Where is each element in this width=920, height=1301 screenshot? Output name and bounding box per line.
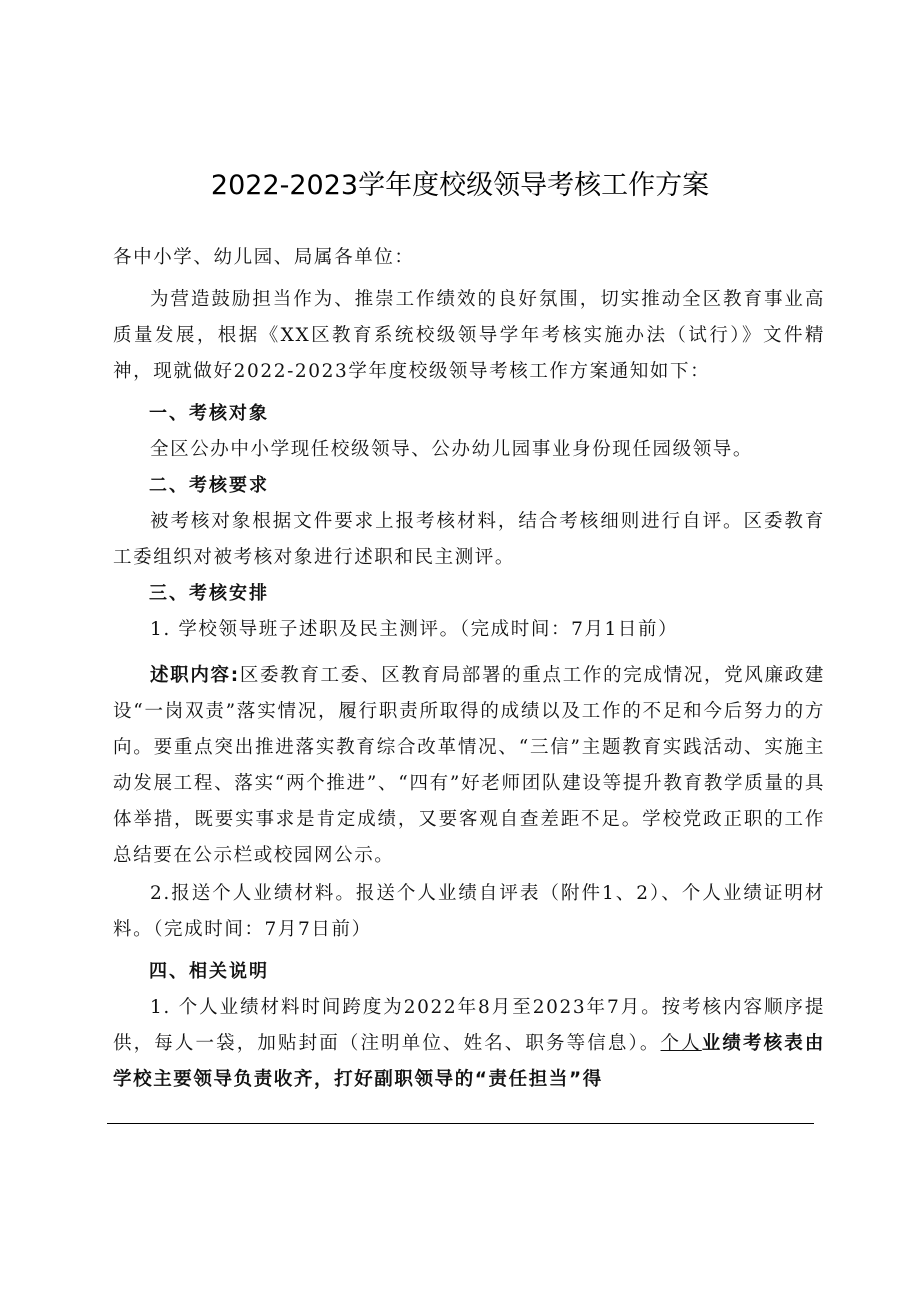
section-requirements-body: 被考核对象根据文件要求上报考核材料，结合考核细则进行自评。区委教育工委组织对被考核对象进行述职和民主测评。 bbox=[113, 511, 825, 568]
report-content-label: 述职内容: bbox=[150, 665, 240, 686]
arrangement-item-1: 1. 学校领导班子述职及民主测评。（完成时间：7月1日前） bbox=[150, 619, 679, 640]
section-heading-notes: 四、相关说明 bbox=[149, 961, 269, 982]
notes-item-1 bbox=[113, 990, 825, 1098]
section-heading-arrangements: 三、考核安排 bbox=[149, 583, 269, 604]
document-body bbox=[113, 240, 825, 1098]
section-heading-targets: 一、考核对象 bbox=[149, 403, 269, 424]
notes-item-1-underlined: 个人 bbox=[660, 1033, 702, 1054]
section-targets-body: 全区公办中小学现任校级领导、公办幼儿园事业身份现任园级领导。 bbox=[150, 439, 754, 460]
intro-paragraph: 为营造鼓励担当作为、推崇工作绩效的良好氛围，切实推动全区教育事业高质量发展，根据《XX区教育系统校级领导学年考核实施办法（试行）》文件精神，现就做好2022-2023学年度校级领导考核工作方案通知如下： bbox=[113, 289, 825, 382]
salutation: 各中小学、幼儿园、局属各单位： bbox=[113, 247, 415, 268]
notes-item-1-text: 1. 个人业绩材料时间跨度为2022年8月至2023年7月。按考核内容顺序提供，每人一袋，加贴封面（注明单位、姓名、职务等信息）。 bbox=[113, 997, 825, 1054]
notes-item-1-bold: 业绩考核表由学校主要领导负责收齐，打好副职领导的“责任担当”得 bbox=[113, 1033, 826, 1090]
footer-divider bbox=[107, 1123, 814, 1124]
report-content-paragraph bbox=[113, 658, 825, 874]
report-content-body: 区委教育工委、区教育局部署的重点工作的完成情况，党风廉政建设“一岗双责”落实情况，履行职责所取得的成绩以及工作的不足和今后努力的方向。要重点突出推进落实教育综合改革情况、“三信”主题教育实践活动、实施主动发展工程、落实“两个推进”、“四有”好老师团队建设等提升教育教学质量的具体举措，既要实事求是肯定成绩，又要客观自查差距不足。学校党政正职的工作总结要在公示栏或校园网公示。 bbox=[113, 665, 825, 866]
section-heading-requirements: 二、考核要求 bbox=[149, 475, 269, 496]
page-title: 2022-2023学年度校级领导考核工作方案 bbox=[210, 170, 710, 201]
arrangement-item-2: 2.报送个人业绩材料。报送个人业绩自评表（附件1、2）、个人业绩证明材料。（完成时间：7月7日前） bbox=[113, 883, 825, 940]
